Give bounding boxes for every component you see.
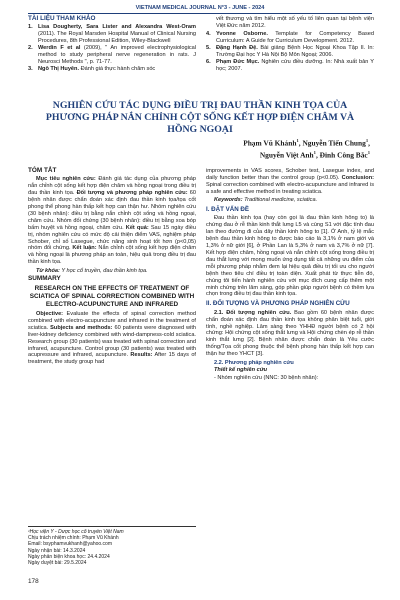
summary-keywords xyxy=(206,197,374,204)
abstract-label: Kết quả: xyxy=(125,224,149,231)
keywords-label: Keywords: xyxy=(214,197,243,204)
reference-item xyxy=(206,45,374,59)
footnote-accepted: Ngày duyệt bài: 29.5.2024 xyxy=(28,560,87,567)
study-group-bullet: - Nhóm nghiên cứu (NNC: 30 bệnh nhân): xyxy=(214,375,319,382)
subsection-heading: 2.1. Đối tượng nghiên cứu. xyxy=(214,309,292,316)
reference-authors: Lisa Dougherty, Sara Lister and Alexandra West-Oram xyxy=(38,24,196,31)
left-text-column xyxy=(28,168,196,368)
summary-label: Objective: xyxy=(36,311,64,317)
section-1-heading: I. ĐẶT VẤN ĐỀ xyxy=(206,206,249,214)
footnote-affiliation: ¹Học viện Y - Dược học cổ truyền Việt Nam xyxy=(28,529,124,535)
summary-sentence: After 15 days of treatment, the study group had xyxy=(28,352,196,366)
section-2-2-heading: 2.2. Phương pháp nghiên cứu xyxy=(214,359,294,366)
references-left-column xyxy=(28,16,196,73)
summary-text xyxy=(28,311,196,366)
author-affiliation-mark: 1 xyxy=(313,150,316,156)
summary-label: Conclusion: xyxy=(341,174,374,181)
author-name: Nguyễn Việt Anh xyxy=(259,150,314,160)
summary-title: RESEARCH ON THE EFFECTS OF TREATMENT OF SCIATICA OF SPINAL CORRECTION COMBINED WITH ELECTRO-ACUPUNCTURE AND INFRARED xyxy=(29,285,195,308)
reference-number: 2. xyxy=(28,45,33,52)
abstract-label: Đối tượng và phương pháp nghiên cứu: xyxy=(76,190,188,197)
footnote-received: Ngày nhận bài: 14.3.2024 xyxy=(28,547,86,554)
author-name: , Đinh Công Bắc xyxy=(315,150,368,160)
abstract-label: Mục tiêu nghiên cứu: xyxy=(36,176,96,183)
reference-text: Template for Competency Based Curriculum: A Guide for Curriculum Development. 2012. xyxy=(216,31,374,45)
section-1-text: Đau thần kinh tọa (hay còn gọi là đau thần kinh hông to) là chứng đau ở rễ thần kinh thắt lưng L5 và cùng S1 với đặc tính đau lan theo đường đi của dây thần kinh hông to [1]. Ở Anh, tỷ lệ mắc bệnh đau thần kinh hông to được báo cáo là 3,1% ở nam giới và 1,3% ở nữ giới [6], ở Phần Lan là 5,3% ở nam và 3,7% ở nữ [7]. Kết hợp điện châm, hồng ngoại và nắn chỉnh cột sống trong điều trị đau thắt lưng với mong muốn ứng dụng tất cả những ưu điểm của mỗi phương pháp nhằm đem lại hiệu quả điều trị tối ưu cho người bệnh theo tiêu chí điều trị toàn diện. Xuất phát từ thực tiễn đó, chúng tôi tiến hành nghiên cứu với mục đích cung cấp thêm một minh chứng trên lâm sàng, góp phần giúp người bệnh có thêm lựa chọn trong điều trị đau thần kinh tọa. xyxy=(206,215,374,298)
footnote-reviewed: Ngày phản biện khoa học: 24.4.2024 xyxy=(28,553,110,560)
reference-item xyxy=(206,59,374,73)
footnote xyxy=(28,526,196,566)
abstract-vi-text xyxy=(28,176,196,266)
reference-item xyxy=(28,45,196,66)
section-2-heading: II. ĐỐI TƯỢNG VÀ PHƯƠNG PHÁP NGHIÊN CỨU xyxy=(206,300,350,308)
summary-sentence: Evaluate the effects of spinal correction method combined with electro-acupuncture and infrared in the treatment of sciatica. xyxy=(28,311,196,331)
author-name: , Nguyễn Tiến Chung xyxy=(298,138,366,148)
reference-item xyxy=(28,66,196,73)
reference-continuation: vết thương và tìm hiểu một số yếu tố liên quan tại bệnh viện Việt Đức năm 2012. xyxy=(216,16,374,29)
journal-header: VIETNAM MEDICAL JOURNAL N°3 - JUNE - 2024 xyxy=(135,5,265,11)
right-text-column xyxy=(206,168,374,384)
reference-item xyxy=(206,31,374,45)
abstract-vi-heading: TÓM TẮT xyxy=(28,167,57,174)
summary-sentence: 60 patients were diagnosed with liver-kidney deficiency combined with wind-dampness-cold sciatica. Research group (30 patients) was treated with spinal correction and infrared, acupuncture. Control group (30 patients) was treated with acupressure and infrared, acupuncture. xyxy=(28,324,196,359)
keywords-label: Từ khóa: xyxy=(36,267,60,274)
keywords-text: Y học cổ truyền, đau thần kinh tọa. xyxy=(59,267,148,274)
reference-number: 1. xyxy=(28,24,33,31)
references-heading: TÀI LIỆU THAM KHẢO xyxy=(28,15,96,22)
author-affiliation-mark: 1 xyxy=(365,138,369,143)
footnote-email: Email: bsyphamvukhanh@yahoo.com xyxy=(28,541,113,548)
subsection-text: Bao gồm 60 bệnh nhân được chẩn đoán xác định đau thần kinh tọa không phân biệt tuổi, giới tính, nghề nghiệp. Lâm sàng theo YHHĐ người bệnh có 2 hội chứng: Hội chứng cột sống thắt lưng và Hội chứng chèn ép rễ thần kinh thắt lưng [2]. Bệnh nhân được chẩn đoán là Yêu cước thống/Tọa cốt phong thuộc thể bệnh phong hàn thấp kết hợp can thận hư theo YHCT [3]. xyxy=(206,309,375,358)
reference-number: 3. xyxy=(28,65,33,72)
reference-text: Nghiên cứu điều dưỡng. In: Nhà xuất bản Y học; 2007. xyxy=(216,58,374,72)
summary-label: Subjects and methods: xyxy=(50,324,113,331)
author-affiliation-mark: 1 xyxy=(296,138,299,143)
summary-sentence: Spinal correction combined with electro-acupuncture and infrared is a safe and effective method in treating sciatica. xyxy=(206,181,374,195)
reference-number: 4. xyxy=(206,31,211,38)
reference-text: (2011). The Royal Marsden Hospital Manual of Clinical Nursing Procedures, 8th Professional Edition, Wiley-Blackwell xyxy=(38,31,196,45)
reference-text: Bài giảng Bệnh Học Ngoại Khoa Tập II. In: Trường Đại học Y Hà Nội Bộ Môn Ngoại; 2006. xyxy=(216,45,374,59)
summary-heading: SUMMARY xyxy=(28,275,61,283)
abstract-sentence: Nắn chỉnh cột sống kết hợp điện châm và hồng ngoại là phương pháp an toàn, hiệu quả trong điều trị đau thần kinh tọa. xyxy=(28,245,196,266)
section-2-1-text xyxy=(206,310,374,358)
abstract-sentence: Đánh giá tác dụng của phương pháp nắn chỉnh cột sống kết hợp điện châm và hồng ngoại trong điều trị đau thần kinh tọa. xyxy=(28,176,196,197)
abstract-label: Kết luận: xyxy=(72,245,97,252)
abstract-sentence: Sau 15 ngày điều trị, nhóm nghiên cứu có mức độ cải thiện điểm VAS, nghiệm pháp Schober, chỉ số Lasegue, chức năng sinh hoạt tốt hơn (p<0,05) nhóm đối chứng. xyxy=(28,224,197,252)
reference-number: 5. xyxy=(206,45,211,52)
author-affiliation-mark: 1 xyxy=(367,150,370,156)
summary-sentence: improvements in VAS scores, Schober test, Lasegue index, and daily function better than the control group (p<0.05). xyxy=(206,168,374,181)
reference-text: (2009), " An improved electrophysiological method to study peripheral nerve regeneration in rats. J Neurosci Methods ", p. 71-77. xyxy=(38,45,196,65)
author-name: Phạm Vũ Khánh xyxy=(243,138,297,148)
header-rule xyxy=(28,13,372,14)
abstract-vi-keywords xyxy=(28,268,196,275)
page-number: 178 xyxy=(28,578,39,585)
reference-authors: Phạm Đức Mục. xyxy=(216,58,260,65)
summary-continuation xyxy=(206,168,374,196)
keywords-text: Traditional medicine, sciatica. xyxy=(242,197,318,204)
reference-authors: Ngô Thị Huyên. xyxy=(38,65,80,72)
reference-number: 6. xyxy=(206,58,211,65)
reference-authors: Đặng Hạnh Đệ. xyxy=(216,45,258,52)
summary-label: Results: xyxy=(130,352,153,359)
article-title: NGHIÊN CỨU TÁC DỤNG ĐIỀU TRỊ ĐAU THẦN KINH TỌA CỦA PHƯƠNG PHÁP NẮN CHỈNH CỘT SỐNG KẾT HỢP ĐIỆN CHÂM VÀ HỒNG NGOẠI xyxy=(45,100,355,135)
reference-authors: Werdin F et al xyxy=(38,45,81,52)
reference-item xyxy=(28,24,196,45)
reference-authors: Yvonne Osborne. xyxy=(216,31,268,38)
article-authors: Phạm Vũ Khánh$^1$, Nguyễn Tiến Chung$^1$, Nguyễn Việt Anh$^1$, Đinh Công Bắc$^1$ xyxy=(243,138,370,160)
abstract-sentence: 60 bệnh nhân được chẩn đoán xác định đau thần kinh tọa/tọa cốt phong thể phong hàn thấp kết hợp can thận hư. Nhóm nghiên cứu (30 bệnh nhân): điều trị bằng nắn chỉnh cột sống và hồng ngoại, châm cứu. Nhóm đối chứng (30 bệnh nhân): điều trị bằng xoa bóp bấm huyệt và hồng ngoại, châm cứu. xyxy=(28,190,196,231)
reference-text: Đánh giá thực hành chăm sóc xyxy=(79,65,156,72)
study-design-heading: Thiết kế nghiên cứu xyxy=(214,367,268,374)
references-right-column xyxy=(206,16,374,73)
footnote-corresponding: Chịu trách nhiệm chính: Phạm Vũ Khánh xyxy=(28,535,119,542)
